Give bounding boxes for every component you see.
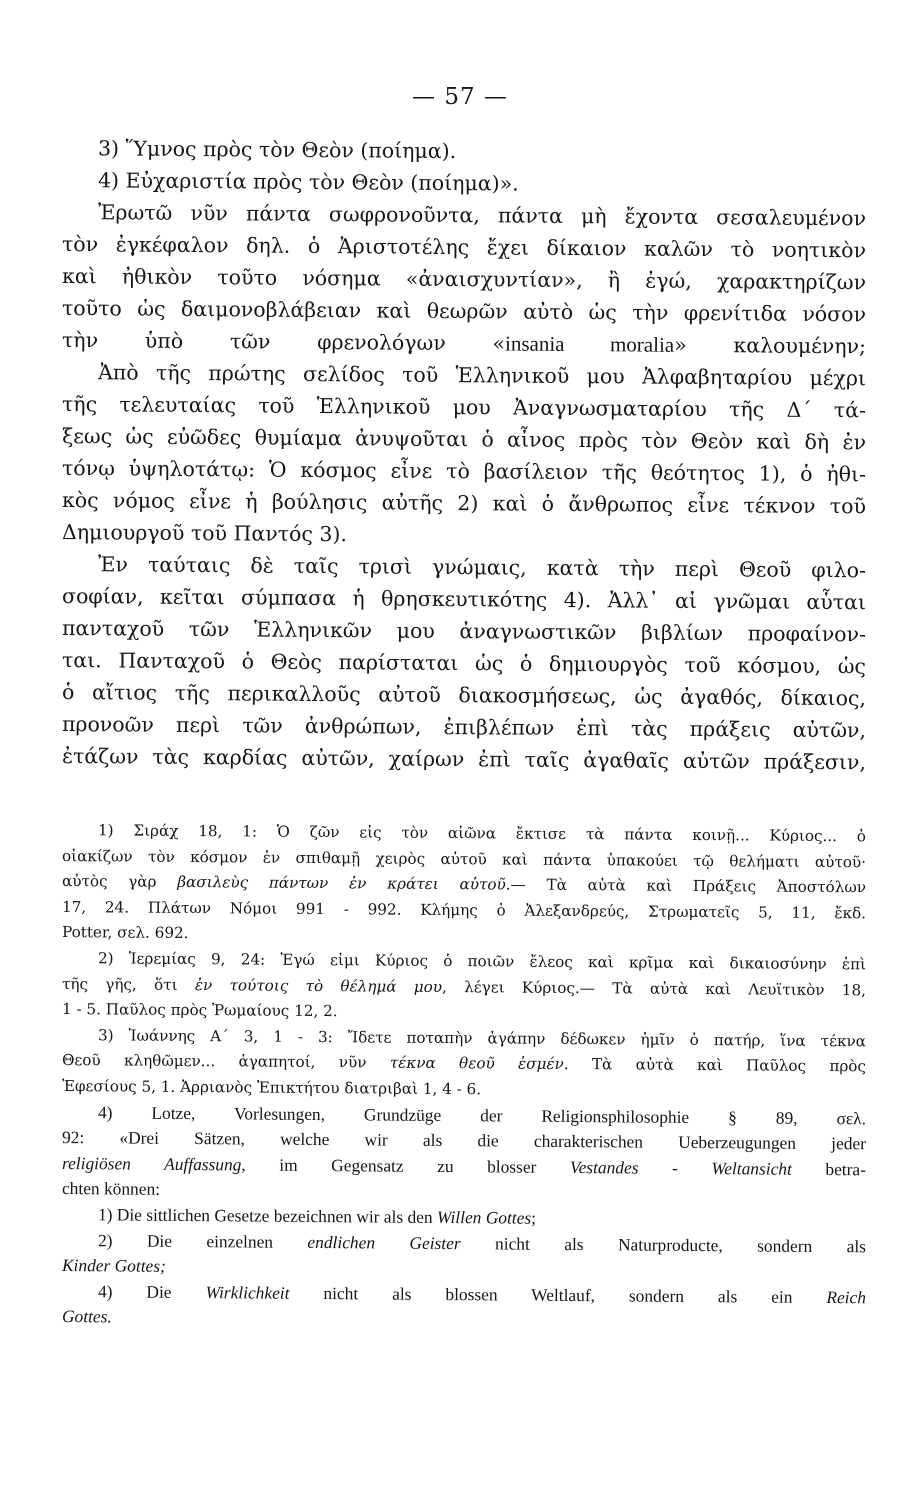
footnote-line: 4) Lotze, Vorlesungen, Grundzüge der Religionsphilosophie § 89, σελ. [97, 1101, 867, 1128]
text-span: 2) Die einzelnen [97, 1229, 308, 1252]
footnote-line: 1) Σιράχ 18, 1: Ὁ ζῶν εἰς τὸν αἰῶνα ἔκτισε τὰ πάντα κοινῇ... Κύριος... ὁ [97, 821, 867, 846]
text-line: 3) Ὕμνος πρὸς τὸν Θεὸν (ποίημα). [97, 136, 457, 164]
footnote-line: 1 - 5. Παῦλος πρὸς Ῥωμαίους 12, 2. [61, 1000, 338, 1021]
page-number: — 57 — [412, 84, 508, 110]
text-line: Δημιουργοῦ τοῦ Παντός 3). [61, 520, 348, 547]
text-line: καὶ ἠθικὸν τοῦτο νόσημα «ἀναισχυντίαν», ἢ ἐγώ, χαρακτηρίζων [61, 264, 867, 295]
text-line: τῆς τελευταίας τοῦ Ἑλληνικοῦ μου Ἀναγνωσματαρίου τῆς Δ΄ τά- [61, 392, 867, 423]
emphasis: Gottes. [61, 1306, 112, 1327]
text-line: ὁ αἴτιος τῆς περικαλλοῦς αὐτοῦ διακοσμήσεως, ὡς ἀγαθός, δίκαιος, [61, 680, 867, 711]
text-span: τῆς γῆς, ὅτι [61, 974, 195, 994]
text-span: Θεοῦ κληθῶμεν... ἀγαπητοί, νῦν [61, 1051, 390, 1072]
text-line: προνοῶν περὶ τῶν ἀνθρώπων, ἐπιβλέπων ἐπὶ τὰς πράξεις αὐτῶν, [61, 712, 867, 743]
text-span: betra- [791, 1158, 867, 1180]
footnote-line: 92: «Drei Sätzen, welche wir als die charakterischen Ueberzeugungen jeder [61, 1127, 867, 1154]
footnote-line [62, 1304, 866, 1336]
text-span: 4) Die [97, 1280, 206, 1302]
text-line: ξεως ὡς εὐῶδες θυμίαμα ἀνυψοῦται ὁ αἶνος πρὸς τὸν Θεὸν καὶ δὴ ἐν [61, 424, 867, 455]
emphasis: religiösen Auffassung [61, 1152, 242, 1175]
text-line: ται. Πανταχοῦ ὁ Θεὸς παρίσταται ὡς ὁ δημιουργὸς τοῦ κόσμου, ὡς [61, 648, 867, 679]
text-span: τὴν ὑπὸ τῶν φρενολόγων « [61, 328, 506, 356]
emphasis: ἐν τούτοις τὸ θέλημά μου [194, 975, 443, 996]
emphasis: Vestandes - Weltansicht [569, 1156, 792, 1179]
text-span: αὐτὸς γὰρ [61, 872, 178, 892]
footnote-line: Ἐφεσίους 5, 1. Ἀρριανὸς Ἐπικτήτου διατριβαὶ 1, 4 - 6. [61, 1076, 482, 1099]
text-line: τόνῳ ὑψηλοτάτῳ: Ὁ κόσμος εἶνε τὸ βασίλειον τῆς θεότητος 1), ὁ ἠθι- [61, 456, 867, 487]
emphasis: endlichen Geister [307, 1231, 461, 1253]
text-line: σοφίαν, κεῖται σύμπασα ἡ θρησκευτικότης 4). Ἀλλ᾿ αἱ γνῶμαι αὗται [61, 584, 867, 615]
emphasis: Reich [826, 1286, 867, 1308]
text-span: . Τὰ αὐτὰ καὶ Παῦλος πρὸς [563, 1055, 867, 1076]
text-line: ἐτάζων τὰς καρδίας αὐτῶν, χαίρων ἐπὶ ταῖς ἀγαθαῖς αὐτῶν πράξεσιν, [61, 744, 867, 775]
footnote-line: chten können: [61, 1178, 161, 1200]
footnotes [62, 818, 866, 1330]
text-span: , im Gegensatz zu blosser [241, 1154, 571, 1177]
text-line: Ἐν ταύταις δὲ ταῖς τρισὶ γνώμαις, κατὰ τὴν περὶ Θεοῦ φιλο- [97, 552, 867, 583]
footnote-line: Potter, σελ. 692. [61, 923, 189, 943]
text-line: κὸς νόμος εἶνε ἡ βούλησις αὐτῆς 2) καὶ ὁ ἄνθρωπος εἶνε τέκνον τοῦ [61, 488, 867, 519]
emphasis: Wirklichkeit [205, 1281, 290, 1303]
emphasis: βασιλεὺς πάντων ἐν κράτει αὐτοῦ [177, 873, 506, 894]
footnote-line: οἰακίζων τὸν κόσμον ἐν σπιθαμῇ χειρὸς αὐτοῦ καὶ πάντα ὑπακούει τῷ θελήματι αὐτοῦ· [61, 846, 867, 871]
emphasis: Willen Gottes [436, 1206, 532, 1228]
text-span: nicht als Naturproducte, sondern als [460, 1232, 867, 1256]
text-span: , λέγει Κύριος.— Τὰ αὐτὰ καὶ Λευϊτικὸν 18, [442, 977, 867, 999]
main-text [61, 132, 867, 775]
emphasis: Kinder Gottes; [61, 1255, 166, 1276]
text-line: Ἀπὸ τῆς πρώτης σελίδος τοῦ Ἑλληνικοῦ μου Ἀλφαβηταρίου μέχρι [97, 360, 867, 391]
text-line: τοῦτο ὡς δαιμονοβλάβειαν καὶ θεωρῶν αὐτὸ ὡς τὴν φρενίτιδα νόσον [61, 296, 867, 327]
text-span: 1) Die sittlichen Gesetze bezeichnen wir als den [97, 1204, 438, 1227]
text-line: πανταχοῦ τῶν Ἑλληνικῶν μου ἀναγνωστικῶν βιβλίων προφαίνον- [61, 616, 867, 647]
footnote-line: 3) Ἰωάννης Α΄ 3, 1 - 3: Ἴδετε ποταπὴν ἀγάπην δέδωκεν ἡμῖν ὁ πατήρ, ἵνα τέκνα [97, 1026, 867, 1051]
latin-phrase: insania moralia [504, 331, 675, 357]
footnote-line: 17, 24. Πλάτων Νόμοι 991 - 992. Κλήμης ὁ Ἀλεξανδρεύς, Στρωματεῖς 5, 11, ἔκδ. [61, 897, 867, 923]
emphasis: τέκνα θεοῦ ἐσμέν [389, 1053, 564, 1074]
text-span: ; [531, 1207, 537, 1228]
text-line: τὸν ἐγκέφαλον δηλ. ὁ Ἀριστοτέλης ἔχει δίκαιον καλῶν τὸ νοητικὸν [61, 232, 867, 263]
text-line: Ἐρωτῶ νῦν πάντα σωφρονοῦντα, πάντα μὴ ἔχοντα σεσαλευμένον [97, 200, 867, 231]
text-span: » καλουμένην; [674, 332, 867, 359]
text-span: nicht als blossen Weltlauf, sondern als ein [289, 1282, 827, 1307]
footnote-line: 2) Ἱερεμίας 9, 24: Ἐγώ εἰμι Κύριος ὁ ποιῶν ἔλεος καὶ κρῖμα καὶ δικαιοσύνην ἐπὶ [97, 949, 867, 974]
text-span: .— Τὰ αὐτὰ καὶ Πράξεις Ἀποστόλων [505, 875, 867, 897]
text-line: 4) Εὐχαριστία πρὸς τὸν Θεὸν (ποίημα)». [97, 168, 519, 196]
